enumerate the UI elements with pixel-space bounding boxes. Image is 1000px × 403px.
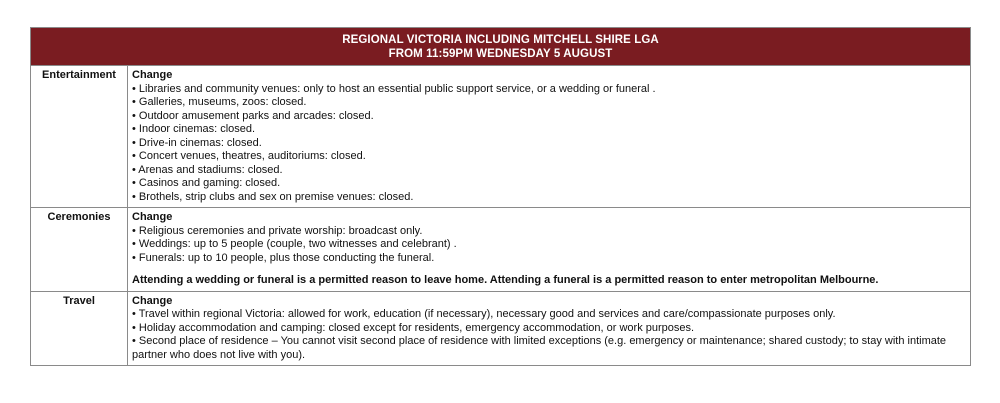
content-travel (128, 291, 971, 366)
table-row-travel (31, 291, 971, 366)
ceremonies-note: Attending a wedding or funeral is a permitted reason to leave home. Attending a funeral is a permitted reason to enter metropolitan Melbourne. (132, 274, 879, 286)
header-title-line2: FROM 11:59PM WEDNESDAY 5 AUGUST (388, 48, 613, 60)
table-header (31, 28, 971, 66)
table-row-ceremonies (31, 208, 971, 292)
list-item: • Drive-in cinemas: closed. (132, 136, 262, 149)
travel-list (132, 308, 966, 362)
list-item: • Galleries, museums, zoos: closed. (132, 96, 307, 108)
list-item: • Casinos and gaming: closed. (132, 177, 281, 189)
category-ceremonies: Ceremonies (31, 208, 128, 292)
header-row (31, 28, 971, 66)
category-travel: Travel (31, 291, 128, 366)
list-item: • Holiday accommodation and camping: closed except for residents, emergency accommodation, or work purposes. (132, 321, 695, 334)
list-item: • Religious ceremonies and private worship: broadcast only. (132, 224, 423, 237)
table-row-entertainment (31, 66, 971, 208)
change-label: Change (132, 294, 173, 307)
list-item: • Concert venues, theatres, auditoriums: closed. (132, 150, 366, 162)
restrictions-table (30, 27, 971, 366)
content-ceremonies (128, 208, 971, 292)
change-label: Change (132, 69, 173, 81)
list-item: • Indoor cinemas: closed. (132, 123, 256, 135)
list-item: • Arenas and stadiums: closed. (132, 163, 283, 176)
list-item: • Libraries and community venues: only to host an essential public support service, or a wedding or funeral . (132, 82, 656, 95)
list-item: • Weddings: up to 5 people (couple, two witnesses and celebrant) . (132, 238, 457, 250)
ceremonies-list (132, 225, 966, 266)
category-entertainment: Entertainment (31, 66, 128, 208)
header-title-line1: REGIONAL VICTORIA INCLUDING MITCHELL SHIRE LGA (342, 34, 659, 46)
entertainment-list (132, 83, 966, 205)
list-item: • Outdoor amusement parks and arcades: closed. (132, 109, 374, 122)
list-item: • Brothels, strip clubs and sex on premise venues: closed. (132, 190, 414, 203)
content-entertainment (128, 66, 971, 208)
list-item: • Funerals: up to 10 people, plus those conducting the funeral. (132, 251, 435, 264)
restrictions-document (30, 27, 970, 366)
change-label: Change (132, 211, 173, 223)
list-item: • Second place of residence – You cannot visit second place of residence with limited exceptions (e.g. emergency or maintenance; shared custody; to stay with intimate partner who does not live with you). (132, 335, 947, 361)
list-item: • Travel within regional Victoria: allowed for work, education (if necessary), necessary good and services and care/compassionate purposes only. (132, 308, 836, 320)
